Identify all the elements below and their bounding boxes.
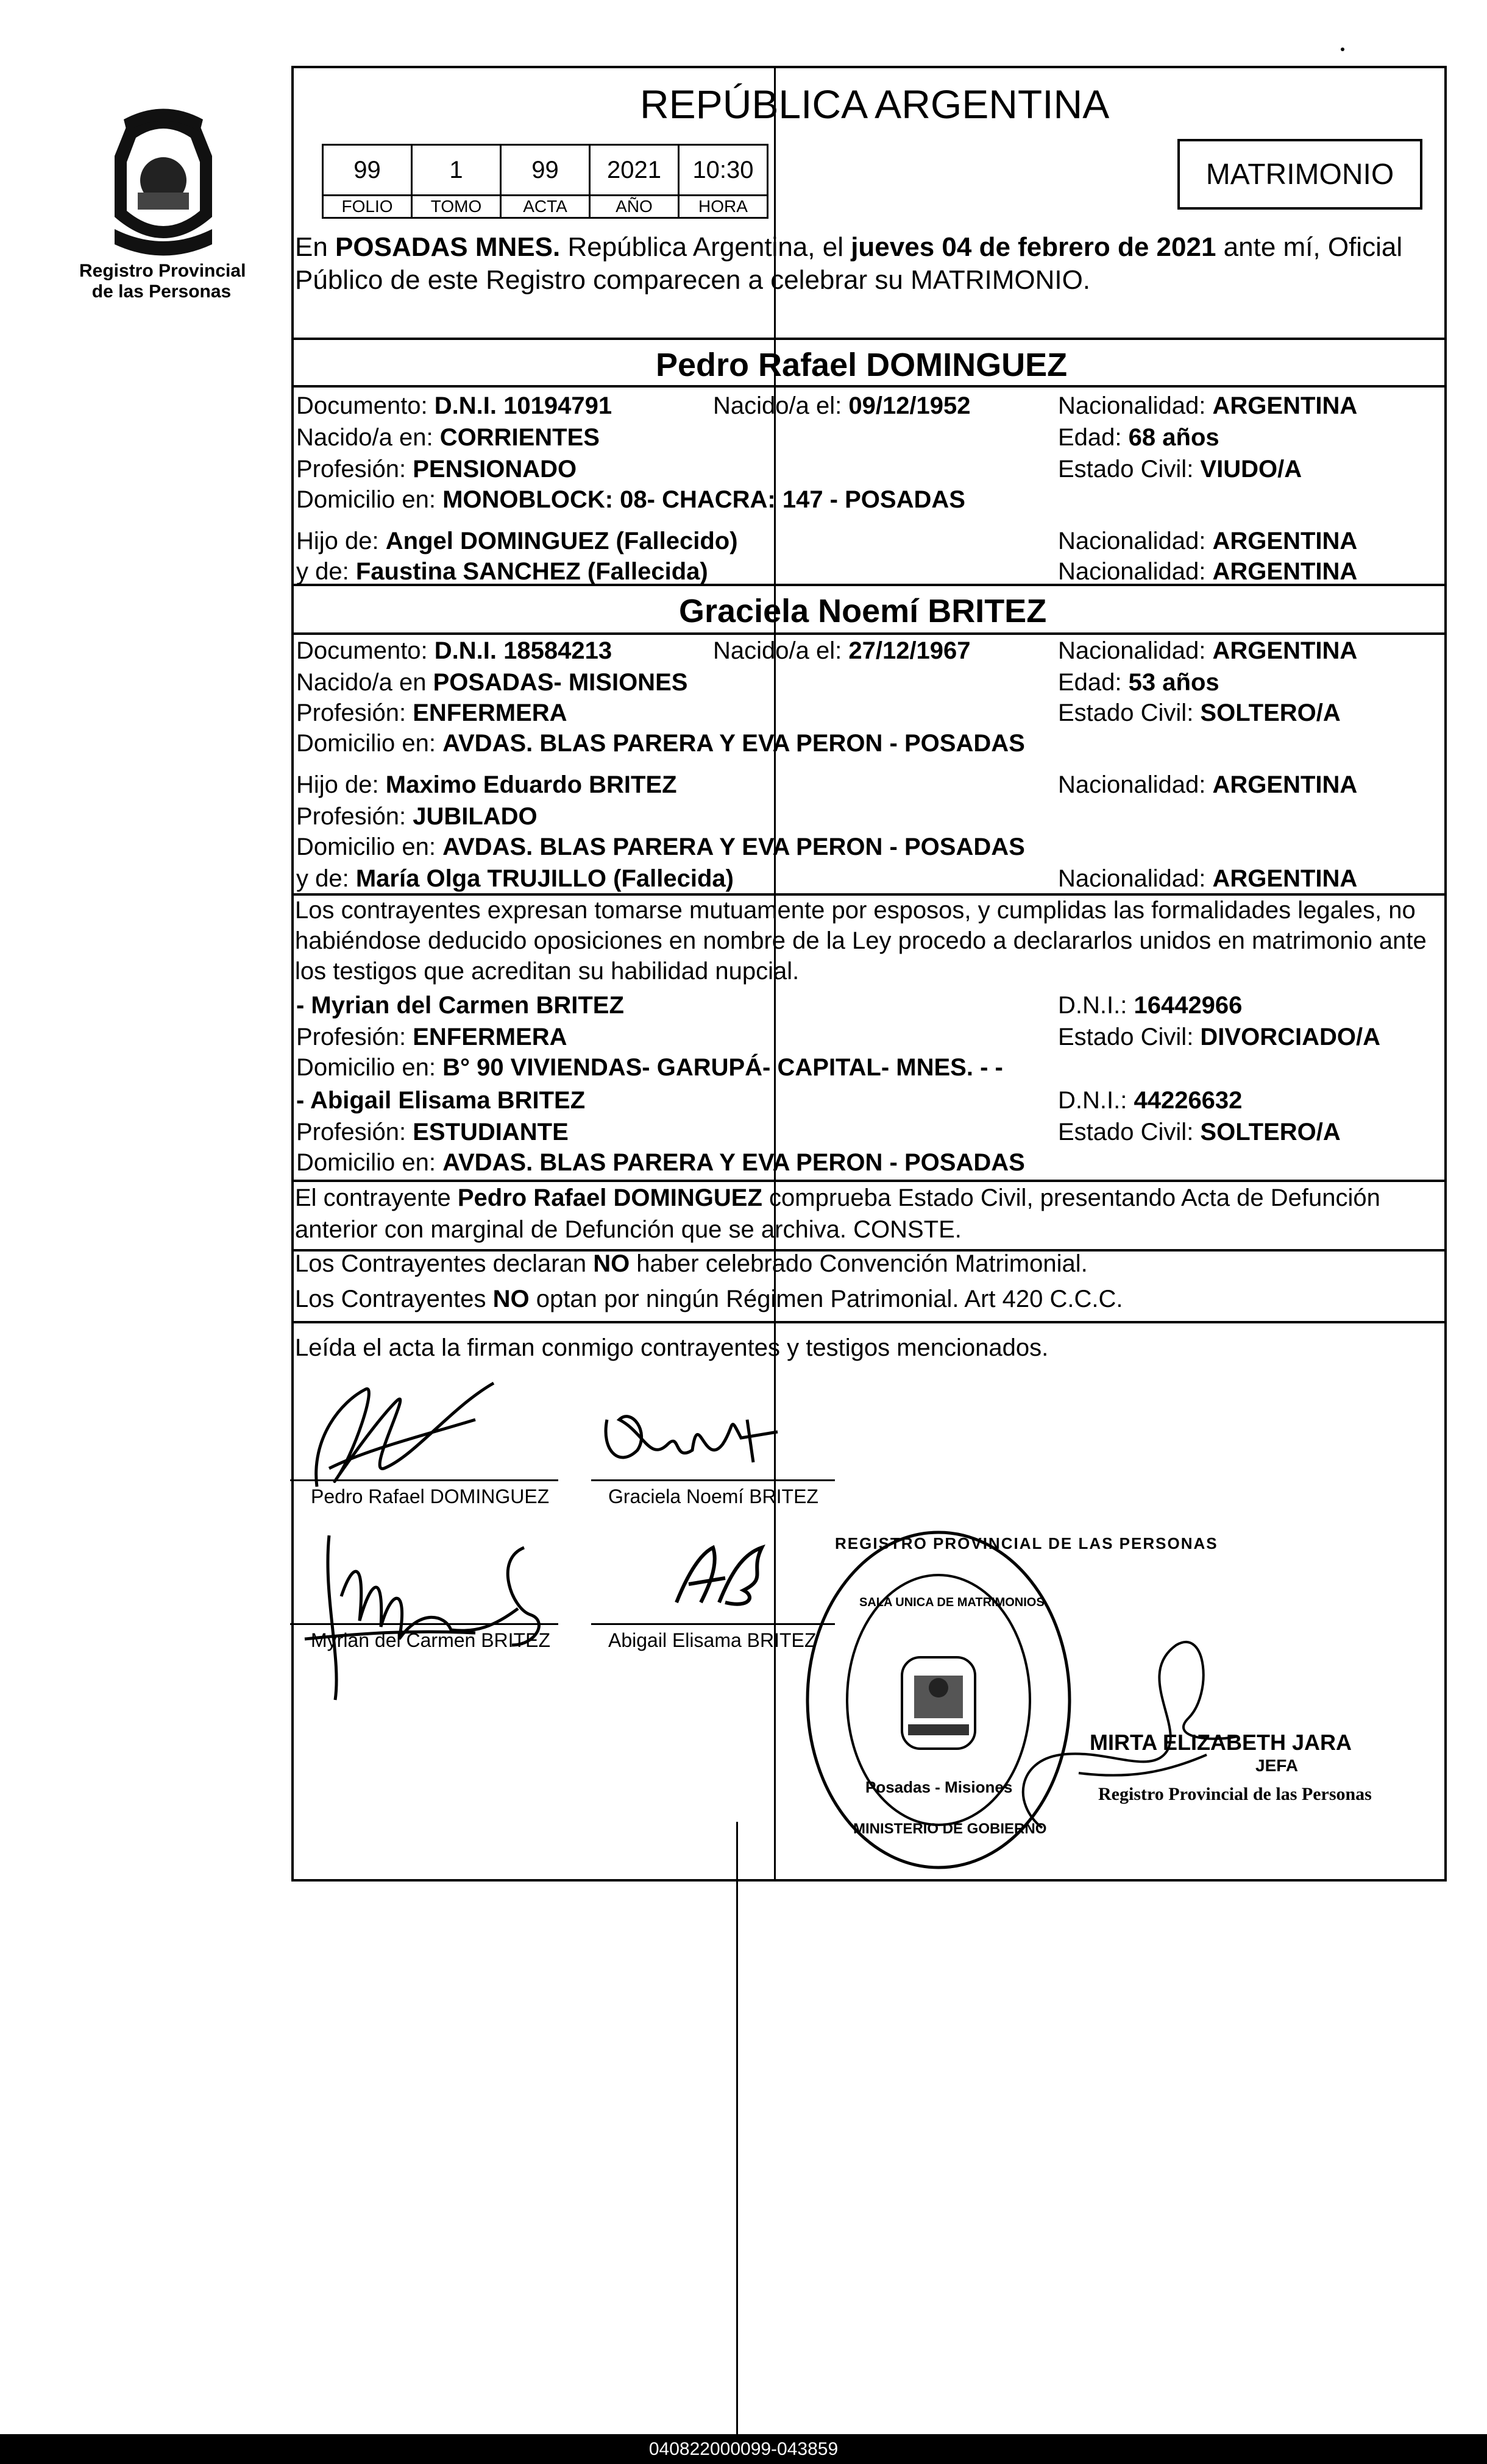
groom-profession: Profesión: PENSIONADO bbox=[296, 456, 577, 483]
act-type-label: MATRIMONIO bbox=[1205, 158, 1394, 191]
signature-witness2 bbox=[664, 1535, 774, 1615]
convention-line1: Los Contrayentes declaran NO haber celebrado Convención Matrimonial. bbox=[295, 1250, 1088, 1277]
groom-address: Domicilio en: MONOBLOCK: 08- CHACRA: 147 - POSADAS bbox=[296, 486, 965, 513]
rule-groom-name bbox=[291, 385, 1447, 388]
groom-mother-nationality: Nacionalidad: ARGENTINA bbox=[1058, 558, 1358, 585]
official-office: Registro Provincial de las Personas bbox=[1098, 1784, 1372, 1804]
groom-mother: y de: Faustina SANCHEZ (Fallecida) bbox=[296, 558, 708, 585]
witness2-dni: D.N.I.: 44226632 bbox=[1058, 1087, 1243, 1114]
registry-line2: de las Personas bbox=[91, 281, 232, 302]
groom-name: Pedro Rafael DOMINGUEZ bbox=[656, 347, 1068, 383]
bride-father-address: Domicilio en: AVDAS. BLAS PARERA Y EVA PERON - POSADAS bbox=[296, 834, 1025, 860]
registry-line1: Registro Provincial bbox=[79, 261, 246, 281]
sig-label-witness1: Myrian del Carmen BRITEZ bbox=[311, 1629, 550, 1651]
country-title: REPÚBLICA ARGENTINA bbox=[640, 82, 1110, 127]
anio-value: 2021 bbox=[590, 145, 679, 196]
folio-key: FOLIO bbox=[323, 196, 412, 218]
witness2-address: Domicilio en: AVDAS. BLAS PARERA Y EVA PERON - POSADAS bbox=[296, 1149, 1025, 1176]
official-name: MIRTA ELIZABETH JARA bbox=[1090, 1730, 1352, 1755]
declaration-line3: los testigos que acreditan su habilidad nupcial. bbox=[295, 958, 800, 985]
witness1-name: - Myrian del Carmen BRITEZ bbox=[296, 992, 624, 1019]
act-type-box bbox=[1177, 139, 1422, 210]
groom-civil-status: Estado Civil: VIUDO/A bbox=[1058, 456, 1302, 483]
seal-inner-text: SALA UNICA DE MATRIMONIOS bbox=[859, 1596, 1045, 1609]
bride-born-in: Nacido/a en POSADAS- MISIONES bbox=[296, 669, 688, 696]
signature-bride bbox=[595, 1395, 802, 1487]
seal-city: Posadas - Misiones bbox=[865, 1778, 1013, 1796]
tomo-value: 1 bbox=[412, 145, 501, 196]
bride-mother-nationality: Nacionalidad: ARGENTINA bbox=[1058, 865, 1358, 892]
bride-nationality: Nacionalidad: ARGENTINA bbox=[1058, 637, 1358, 664]
sig-label-witness2: Abigail Elisama BRITEZ bbox=[608, 1629, 817, 1651]
signature-witness1 bbox=[293, 1523, 561, 1706]
rule-witness-end bbox=[291, 1180, 1447, 1182]
seal-bottom-text: MINISTERIO DE GOBIERNO bbox=[853, 1821, 1047, 1837]
registry-table bbox=[322, 144, 768, 219]
intro-line1: En POSADAS MNES. República Argentina, el jueves 04 de febrero de 2021 ante mí, Oficial bbox=[295, 232, 1403, 262]
bride-father-nationality: Nacionalidad: ARGENTINA bbox=[1058, 771, 1358, 798]
convention-line2: Los Contrayentes NO optan por ningún Régimen Patrimonial. Art 420 C.C.C. bbox=[295, 1286, 1123, 1312]
rule-bride-end bbox=[291, 893, 1447, 896]
seal-outer-text: REGISTRO PROVINCIAL DE LAS PERSONAS bbox=[835, 1534, 1218, 1552]
witness1-profession: Profesión: ENFERMERA bbox=[296, 1024, 567, 1050]
bride-mother: y de: María Olga TRUJILLO (Fallecida) bbox=[296, 865, 734, 892]
folio-value: 99 bbox=[323, 145, 412, 196]
anio-key: AÑO bbox=[590, 196, 679, 218]
scan-speck bbox=[1341, 48, 1344, 51]
declaration-line2: habiéndose deducido oposiciones en nombre de la Ley procedo a declararlos unidos en matrimonio ante bbox=[295, 927, 1427, 954]
groom-nationality: Nacionalidad: ARGENTINA bbox=[1058, 392, 1358, 419]
official-role: JEFA bbox=[1255, 1756, 1299, 1775]
note-line1: El contrayente Pedro Rafael DOMINGUEZ comprueba Estado Civil, presentando Acta de Defunción bbox=[295, 1184, 1380, 1211]
bride-born-date: Nacido/a el: 27/12/1967 bbox=[713, 637, 971, 664]
bride-profession: Profesión: ENFERMERA bbox=[296, 699, 567, 726]
bride-age: Edad: 53 años bbox=[1058, 669, 1219, 696]
intro-line2: Público de este Registro comparecen a celebrar su MATRIMONIO. bbox=[295, 265, 1091, 295]
witness1-civil-status: Estado Civil: DIVORCIADO/A bbox=[1058, 1024, 1380, 1050]
acta-value: 99 bbox=[501, 145, 590, 196]
rule-bride-name bbox=[291, 632, 1447, 635]
witness1-dni: D.N.I.: 16442966 bbox=[1058, 992, 1243, 1019]
hora-value: 10:30 bbox=[679, 145, 768, 196]
bride-father-profession: Profesión: JUBILADO bbox=[296, 803, 538, 830]
hora-key: HORA bbox=[679, 196, 768, 218]
witness2-civil-status: Estado Civil: SOLTERO/A bbox=[1058, 1119, 1341, 1145]
acta-key: ACTA bbox=[501, 196, 590, 218]
province-logo bbox=[90, 101, 236, 266]
groom-born-in: Nacido/a en: CORRIENTES bbox=[296, 424, 600, 451]
witness2-name: - Abigail Elisama BRITEZ bbox=[296, 1087, 586, 1114]
sig-label-groom: Pedro Rafael DOMINGUEZ bbox=[311, 1485, 550, 1507]
bride-name: Graciela Noemí BRITEZ bbox=[679, 593, 1047, 629]
groom-father-nationality: Nacionalidad: ARGENTINA bbox=[1058, 528, 1358, 554]
rule-header bbox=[291, 338, 1447, 340]
bride-father: Hijo de: Maximo Eduardo BRITEZ bbox=[296, 771, 677, 798]
groom-doc: Documento: D.N.I. 10194791 bbox=[296, 392, 612, 419]
witness1-address: Domicilio en: B° 90 VIVIENDAS- GARUPÁ- CAPITAL- MNES. - - bbox=[296, 1054, 1003, 1081]
signature-groom bbox=[293, 1365, 512, 1505]
witness2-profession: Profesión: ESTUDIANTE bbox=[296, 1119, 569, 1145]
groom-father: Hijo de: Angel DOMINGUEZ (Fallecido) bbox=[296, 528, 738, 554]
scan-line-2 bbox=[736, 1822, 738, 2434]
document-code: 040822000099-043859 bbox=[648, 2439, 839, 2459]
rule-convention-end bbox=[291, 1321, 1447, 1323]
tomo-key: TOMO bbox=[412, 196, 501, 218]
bride-doc: Documento: D.N.I. 18584213 bbox=[296, 637, 612, 664]
groom-born-date: Nacido/a el: 09/12/1952 bbox=[713, 392, 971, 419]
bride-civil-status: Estado Civil: SOLTERO/A bbox=[1058, 699, 1341, 726]
bride-address: Domicilio en: AVDAS. BLAS PARERA Y EVA PERON - POSADAS bbox=[296, 730, 1025, 757]
declaration-line1: Los contrayentes expresan tomarse mutuamente por esposos, y cumplidas las formalidades legales, no bbox=[295, 897, 1416, 924]
note-line2: anterior con marginal de Defunción que se archiva. CONSTE. bbox=[295, 1216, 962, 1243]
document-code-bar bbox=[0, 2434, 1487, 2464]
groom-age: Edad: 68 años bbox=[1058, 424, 1219, 451]
sig-label-bride: Graciela Noemí BRITEZ bbox=[608, 1485, 818, 1507]
closing-text: Leída el acta la firman conmigo contrayentes y testigos mencionados. bbox=[295, 1334, 1049, 1361]
